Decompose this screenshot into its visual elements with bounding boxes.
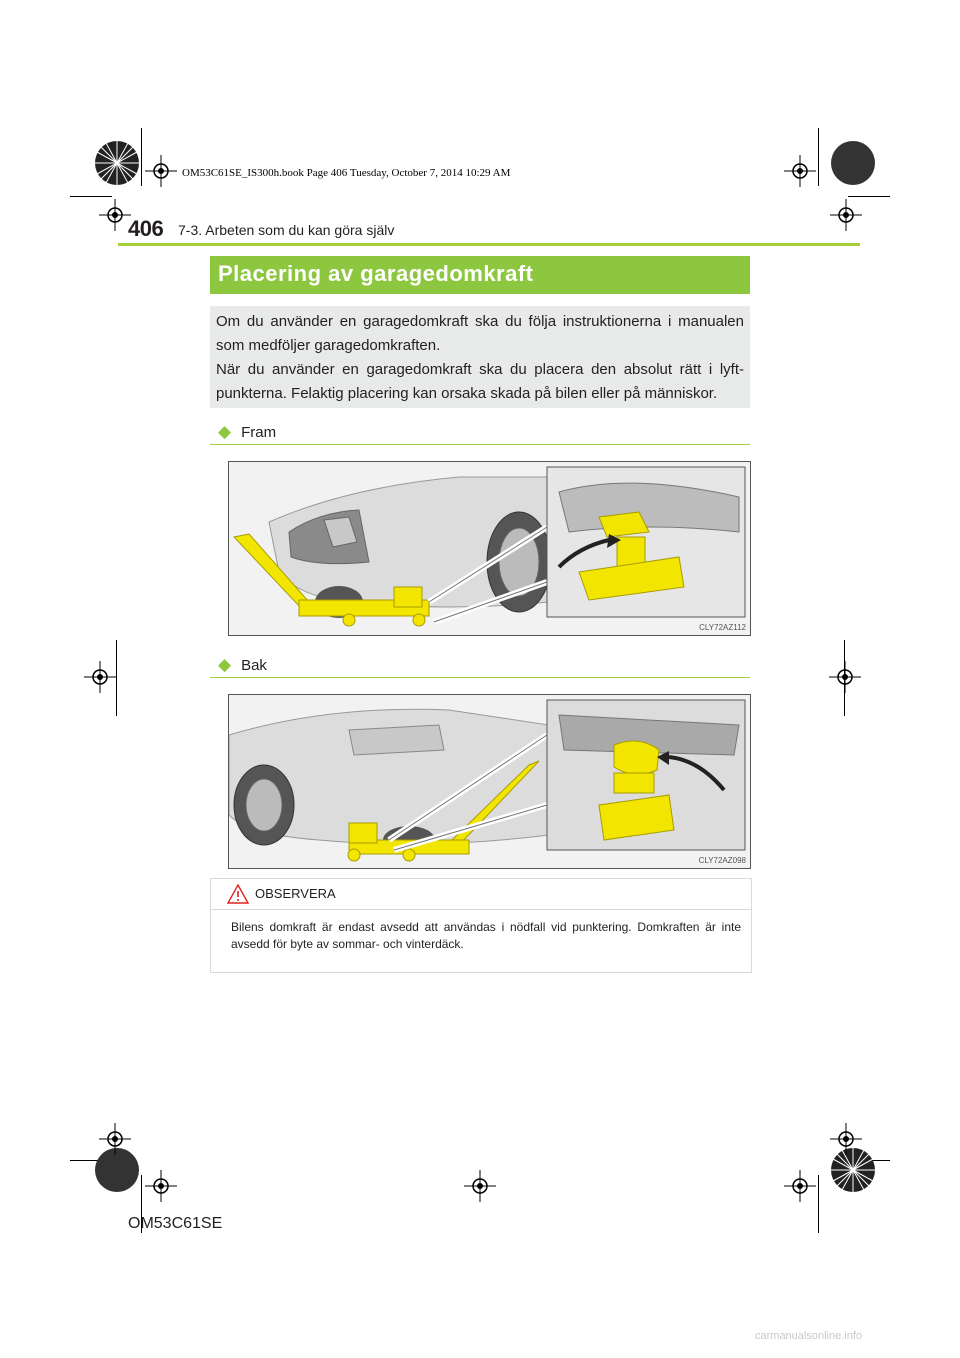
header-rule: [118, 243, 860, 246]
page-number: 406: [128, 216, 164, 241]
figure-code: CLY72AZ112: [699, 623, 746, 632]
title-bar: [210, 256, 750, 294]
crosshair-mark-icon: [99, 1123, 131, 1155]
section-heading-front: [218, 422, 276, 442]
warning-triangle-icon: [227, 884, 249, 904]
registration-mark-icon: [92, 138, 142, 188]
section-rule: [210, 444, 750, 445]
intro-paragraph-2: När du använder en garagedomkraft ska du placera den absolut rätt i lyft-punkterna. Felaktig placering kan orsaka skada på bilen eller på människor.: [216, 361, 744, 402]
crosshair-mark-icon: [464, 1170, 496, 1202]
section-heading-rear: [218, 655, 267, 675]
page-title: Placering av garagedomkraft: [218, 261, 534, 286]
book-info-line: OM53C61SE_IS300h.book Page 406 Tuesday, October 7, 2014 10:29 AM: [182, 167, 511, 179]
registration-mark-icon: [828, 138, 878, 188]
section-heading-label: Bak: [241, 657, 267, 674]
section-label: 7-3. Arbeten som du kan göra själv: [178, 222, 395, 238]
intro-box: [210, 306, 750, 408]
crosshair-mark-icon: [830, 199, 862, 231]
notice-label: OBSERVERA: [255, 886, 336, 901]
intro-paragraph-1: Om du använder en garagedomkraft ska du följa instruktionerna i manualen som medföljer garagedomkraften.: [216, 313, 744, 354]
diamond-bullet-icon: ◆: [218, 655, 232, 674]
crosshair-mark-icon: [784, 155, 816, 187]
crosshair-mark-icon: [830, 1123, 862, 1155]
notice-header: [211, 879, 751, 909]
crosshair-mark-icon: [145, 1170, 177, 1202]
watermark: carmanualsonline.info: [755, 1330, 863, 1342]
rear-car-jack-illustration-icon: [229, 695, 750, 868]
crosshair-mark-icon: [145, 155, 177, 187]
figure-code: CLY72AZ098: [698, 856, 746, 865]
crosshair-mark-icon: [99, 199, 131, 231]
notice-rule: [211, 909, 751, 910]
front-jack-figure: [228, 461, 751, 636]
section-heading-label: Fram: [241, 424, 277, 441]
crosshair-mark-icon: [829, 661, 861, 693]
footer-code: OM53C61SE: [128, 1215, 223, 1232]
section-rule: [210, 677, 750, 678]
notice-box: [210, 878, 752, 973]
notice-text: Bilens domkraft är endast avsedd att användas i nödfall vid punktering. Domkraften är inte avsedd för byte av sommar- och vinterdäck.: [231, 920, 741, 951]
crosshair-mark-icon: [784, 1170, 816, 1202]
diamond-bullet-icon: ◆: [218, 422, 232, 441]
front-car-jack-illustration-icon: [229, 462, 750, 635]
crosshair-mark-icon: [84, 661, 116, 693]
rear-jack-figure: [228, 694, 751, 869]
